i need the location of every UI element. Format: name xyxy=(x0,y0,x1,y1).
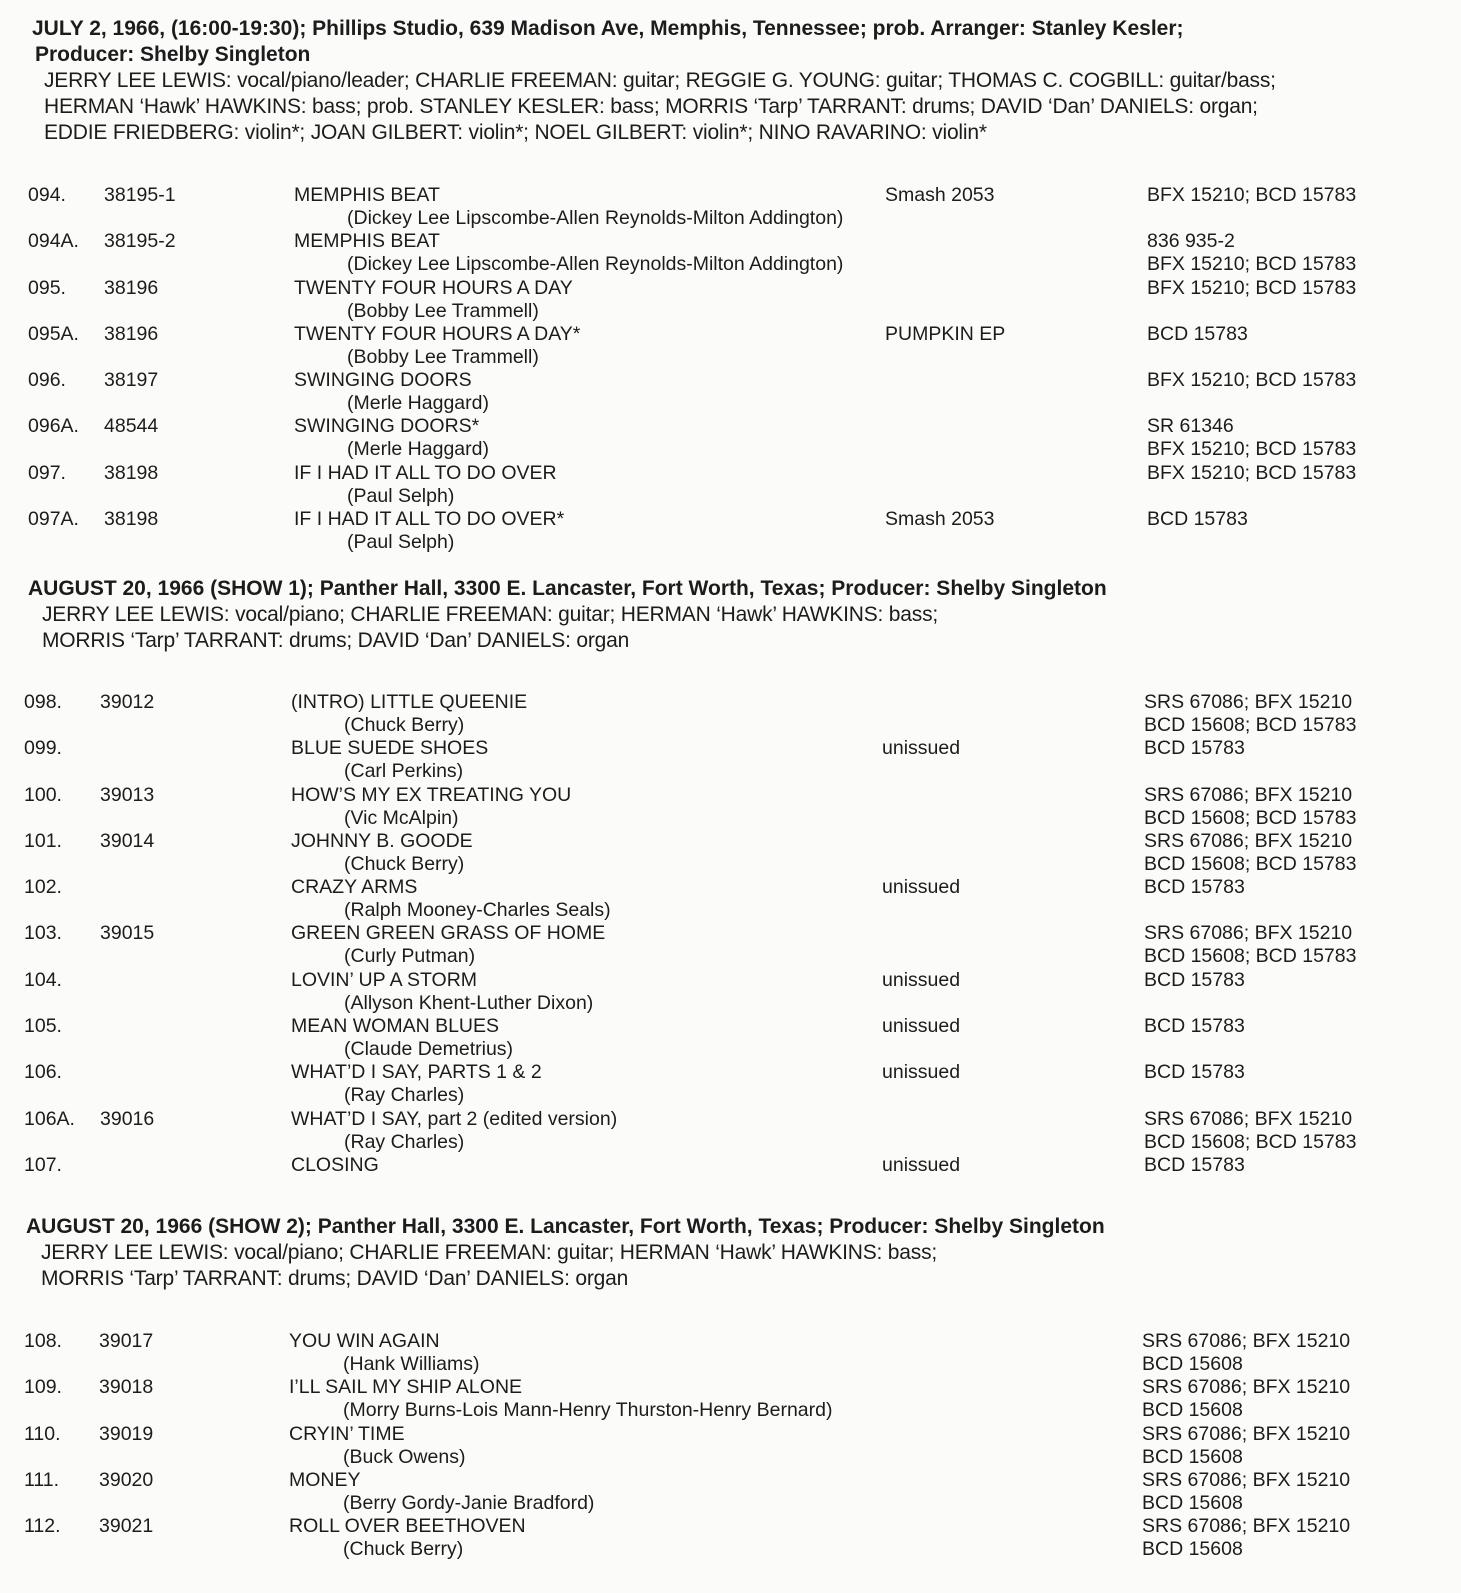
release-catalog: SRS 67086; BFX 15210 xyxy=(1142,1515,1351,1538)
composer-credit: (Curly Putman) xyxy=(344,945,476,968)
session-personnel xyxy=(0,602,1461,654)
release-catalog: SRS 67086; BFX 15210 xyxy=(1144,691,1353,713)
track-row xyxy=(0,1154,1461,1200)
matrix-number: 39021 xyxy=(99,1515,154,1538)
release-catalog: BCD 15783 xyxy=(1144,876,1245,899)
original-issue: Smash 2053 xyxy=(885,184,995,206)
original-issue: unissued xyxy=(882,968,961,991)
song-title: TWENTY FOUR HOURS A DAY* xyxy=(294,322,581,345)
matrix-number: 38197 xyxy=(104,369,159,392)
track-row xyxy=(0,1108,1461,1154)
session-header-line: JULY 2, 1966, (16:00-19:30); Phillips Studio, 639 Madison Ave, Memphis, Tennessee; prob. Arranger: Stanley Kesler; xyxy=(32,17,1184,40)
track-number: 097A. xyxy=(28,508,79,531)
session-header-line: AUGUST 20, 1966 (SHOW 1); Panther Hall, 3300 E. Lancaster, Fort Worth, Texas; Producer: Shelby Singleton xyxy=(28,577,1107,600)
composer-credit: (Paul Selph) xyxy=(347,484,455,507)
release-catalog: SRS 67086; BFX 15210 xyxy=(1144,922,1353,945)
track-row xyxy=(0,1469,1461,1515)
composer-credit: (Merle Haggard) xyxy=(347,392,489,415)
original-issue: Smash 2053 xyxy=(885,508,995,531)
song-title: SWINGING DOORS* xyxy=(294,415,480,438)
composer-credit: (Chuck Berry) xyxy=(343,1538,464,1561)
track-number: 094A. xyxy=(28,230,79,253)
track-row xyxy=(0,230,1461,276)
song-title: IF I HAD IT ALL TO DO OVER xyxy=(294,461,557,484)
song-title: WHAT’D I SAY, part 2 (edited version) xyxy=(291,1107,618,1130)
release-catalog: BCD 15783 xyxy=(1144,968,1245,991)
release-catalog: SRS 67086; BFX 15210 xyxy=(1144,1107,1353,1130)
composer-credit: (Vic McAlpin) xyxy=(344,806,459,829)
track-number: 096. xyxy=(28,369,66,392)
track-row xyxy=(0,1423,1461,1469)
matrix-number: 39014 xyxy=(100,829,155,852)
track-row xyxy=(0,277,1461,323)
song-title: IF I HAD IT ALL TO DO OVER* xyxy=(294,508,565,531)
track-number: 103. xyxy=(24,922,62,945)
session-header xyxy=(0,1214,1461,1240)
original-issue: PUMPKIN EP xyxy=(885,322,1006,345)
track-number: 108. xyxy=(24,1330,62,1352)
composer-credit: (Chuck Berry) xyxy=(344,714,465,736)
song-title: LOVIN’ UP A STORM xyxy=(291,968,478,991)
matrix-number: 38198 xyxy=(104,461,159,484)
session-july-2-1966 xyxy=(0,16,1461,554)
composer-credit: (Berry Gordy-Janie Bradford) xyxy=(343,1491,595,1514)
release-catalog: BCD 15608 xyxy=(1142,1538,1243,1561)
personnel-line: JERRY LEE LEWIS: vocal/piano/leader; CHARLIE FREEMAN: guitar; REGGIE G. YOUNG: guitar; THOMAS C. COGBILL: guitar/bass; xyxy=(44,69,1276,92)
release-catalog: BCD 15608 xyxy=(1142,1491,1243,1514)
release-catalog: SRS 67086; BFX 15210 xyxy=(1142,1422,1351,1445)
song-title: GREEN GREEN GRASS OF HOME xyxy=(291,922,606,945)
song-title: TWENTY FOUR HOURS A DAY xyxy=(294,276,573,299)
matrix-number: 39012 xyxy=(100,691,155,713)
release-catalog: BCD 15608; BCD 15783 xyxy=(1144,714,1357,736)
matrix-number: 39020 xyxy=(99,1468,154,1491)
release-catalog: SRS 67086; BFX 15210 xyxy=(1142,1468,1351,1491)
release-catalog: BFX 15210; BCD 15783 xyxy=(1147,438,1357,461)
release-catalog: BCD 15608 xyxy=(1142,1445,1243,1468)
release-catalog: SRS 67086; BFX 15210 xyxy=(1142,1330,1351,1352)
track-number: 112. xyxy=(24,1515,61,1538)
original-issue: unissued xyxy=(882,876,961,899)
track-row xyxy=(0,323,1461,369)
personnel-line: MORRIS ‘Tarp’ TARRANT: drums; DAVID ‘Dan’ DANIELS: organ xyxy=(42,629,630,652)
track-row xyxy=(0,1376,1461,1422)
release-catalog: BCD 15783 xyxy=(1144,1153,1245,1176)
release-catalog: SRS 67086; BFX 15210 xyxy=(1142,1376,1351,1399)
track-number: 106. xyxy=(24,1061,62,1084)
track-row xyxy=(0,1015,1461,1061)
session-august-20-1966-show-1 xyxy=(0,576,1461,1200)
matrix-number: 38195-1 xyxy=(104,184,176,206)
composer-credit: (Buck Owens) xyxy=(343,1445,466,1468)
matrix-number: 39013 xyxy=(100,783,155,806)
matrix-number: 39015 xyxy=(100,922,155,945)
session-personnel xyxy=(0,68,1461,146)
track-number: 097. xyxy=(28,461,66,484)
release-catalog: BCD 15783 xyxy=(1144,1061,1245,1084)
song-title: CRAZY ARMS xyxy=(291,876,418,899)
composer-credit: (Bobby Lee Trammell) xyxy=(347,345,539,368)
composer-credit: (Merle Haggard) xyxy=(347,438,489,461)
track-number: 095. xyxy=(28,276,66,299)
release-catalog: BCD 15783 xyxy=(1147,322,1248,345)
release-catalog: BFX 15210; BCD 15783 xyxy=(1147,369,1357,392)
matrix-number: 39017 xyxy=(99,1330,154,1352)
personnel-line: HERMAN ‘Hawk’ HAWKINS: bass; prob. STANLEY KESLER: bass; MORRIS ‘Tarp’ TARRANT: drums; DAVID ‘Dan’ DANIELS: organ; xyxy=(44,95,1258,118)
song-title: MEAN WOMAN BLUES xyxy=(291,1015,500,1038)
matrix-number: 39016 xyxy=(100,1107,155,1130)
release-catalog: BCD 15608 xyxy=(1142,1353,1243,1375)
matrix-number: 38196 xyxy=(104,322,159,345)
song-title: CRYIN’ TIME xyxy=(289,1422,405,1445)
track-number: 095A. xyxy=(28,322,79,345)
composer-credit: (Bobby Lee Trammell) xyxy=(347,299,539,322)
session-header xyxy=(0,16,1461,68)
song-title: (INTRO) LITTLE QUEENIE xyxy=(291,691,528,713)
release-catalog: BCD 15608 xyxy=(1142,1399,1243,1422)
track-row xyxy=(0,784,1461,830)
track-row xyxy=(0,1515,1461,1561)
release-catalog: BFX 15210; BCD 15783 xyxy=(1147,184,1357,206)
track-row xyxy=(0,1330,1461,1376)
song-title: MEMPHIS BEAT xyxy=(294,184,440,206)
track-number: 094. xyxy=(28,184,66,206)
release-catalog: BFX 15210; BCD 15783 xyxy=(1147,253,1357,276)
session-header-line: AUGUST 20, 1966 (SHOW 2); Panther Hall, 3300 E. Lancaster, Fort Worth, Texas; Producer: Shelby Singleton xyxy=(26,1215,1105,1238)
release-catalog: BFX 15210; BCD 15783 xyxy=(1147,276,1357,299)
track-list xyxy=(0,184,1461,554)
original-issue: unissued xyxy=(882,737,961,760)
release-catalog: BCD 15608; BCD 15783 xyxy=(1144,806,1357,829)
matrix-number: 39019 xyxy=(99,1422,154,1445)
release-catalog: BFX 15210; BCD 15783 xyxy=(1147,461,1357,484)
matrix-number: 38196 xyxy=(104,276,159,299)
matrix-number: 38195-2 xyxy=(104,230,176,253)
composer-credit: (Ray Charles) xyxy=(344,1084,465,1107)
release-catalog: BCD 15783 xyxy=(1147,508,1248,531)
song-title: MEMPHIS BEAT xyxy=(294,230,440,253)
track-row xyxy=(0,922,1461,968)
song-title: ROLL OVER BEETHOVEN xyxy=(289,1515,526,1538)
session-header xyxy=(0,576,1461,602)
original-issue: unissued xyxy=(882,1153,961,1176)
personnel-line: EDDIE FRIEDBERG: violin*; JOAN GILBERT: violin*; NOEL GILBERT: violin*; NINO RAVARINO: violin* xyxy=(44,121,987,144)
composer-credit: (Dickey Lee Lipscombe-Allen Reynolds-Milton Addington) xyxy=(347,253,844,276)
track-row xyxy=(0,830,1461,876)
composer-credit: (Claude Demetrius) xyxy=(344,1038,514,1061)
composer-credit: (Chuck Berry) xyxy=(344,852,465,875)
song-title: YOU WIN AGAIN xyxy=(289,1330,440,1352)
composer-credit: (Hank Williams) xyxy=(343,1353,480,1375)
composer-credit: (Allyson Khent-Luther Dixon) xyxy=(344,991,594,1014)
release-catalog: BCD 15608; BCD 15783 xyxy=(1144,1130,1357,1153)
personnel-line: JERRY LEE LEWIS: vocal/piano; CHARLIE FREEMAN: guitar; HERMAN ‘Hawk’ HAWKINS: bass; xyxy=(42,603,938,626)
track-number: 101. xyxy=(24,829,62,852)
track-number: 106A. xyxy=(24,1107,75,1130)
release-catalog: SRS 67086; BFX 15210 xyxy=(1144,829,1353,852)
original-issue: unissued xyxy=(882,1015,961,1038)
song-title: WHAT’D I SAY, PARTS 1 & 2 xyxy=(291,1061,542,1084)
track-row xyxy=(0,691,1461,737)
release-catalog: BCD 15608; BCD 15783 xyxy=(1144,945,1357,968)
composer-credit: (Ray Charles) xyxy=(344,1130,465,1153)
matrix-number: 38198 xyxy=(104,508,159,531)
song-title: CLOSING xyxy=(291,1153,379,1176)
track-number: 107. xyxy=(24,1153,62,1176)
track-number: 110. xyxy=(24,1422,61,1445)
composer-credit: (Ralph Mooney-Charles Seals) xyxy=(344,899,611,922)
track-row xyxy=(0,415,1461,461)
release-catalog: SRS 67086; BFX 15210 xyxy=(1144,783,1353,806)
track-number: 100. xyxy=(24,783,62,806)
composer-credit: (Dickey Lee Lipscombe-Allen Reynolds-Milton Addington) xyxy=(347,207,844,229)
track-number: 104. xyxy=(24,968,62,991)
track-row xyxy=(0,184,1461,230)
release-catalog: 836 935-2 xyxy=(1147,230,1235,253)
composer-credit: (Paul Selph) xyxy=(347,531,455,554)
release-catalog: SR 61346 xyxy=(1147,415,1234,438)
track-number: 096A. xyxy=(28,415,79,438)
personnel-line: JERRY LEE LEWIS: vocal/piano; CHARLIE FREEMAN: guitar; HERMAN ‘Hawk’ HAWKINS: bass; xyxy=(41,1241,937,1264)
track-row xyxy=(0,508,1461,554)
track-row xyxy=(0,1061,1461,1107)
session-header-line: Producer: Shelby Singleton xyxy=(35,43,311,66)
release-catalog: BCD 15783 xyxy=(1144,737,1245,760)
original-issue: unissued xyxy=(882,1061,961,1084)
song-title: JOHNNY B. GOODE xyxy=(291,829,473,852)
song-title: BLUE SUEDE SHOES xyxy=(291,737,489,760)
track-list xyxy=(0,1330,1461,1561)
release-catalog: BCD 15783 xyxy=(1144,1015,1245,1038)
track-list xyxy=(0,691,1461,1200)
song-title: SWINGING DOORS xyxy=(294,369,472,392)
track-row xyxy=(0,969,1461,1015)
track-row xyxy=(0,737,1461,783)
composer-credit: (Carl Perkins) xyxy=(344,760,464,783)
track-row xyxy=(0,876,1461,922)
song-title: I’LL SAIL MY SHIP ALONE xyxy=(289,1376,523,1399)
song-title: HOW’S MY EX TREATING YOU xyxy=(291,783,572,806)
matrix-number: 39018 xyxy=(99,1376,154,1399)
track-row xyxy=(0,369,1461,415)
matrix-number: 48544 xyxy=(104,415,159,438)
release-catalog: BCD 15608; BCD 15783 xyxy=(1144,852,1357,875)
track-number: 111. xyxy=(24,1468,60,1491)
personnel-line: MORRIS ‘Tarp’ TARRANT: drums; DAVID ‘Dan’ DANIELS: organ xyxy=(41,1267,629,1290)
track-number: 099. xyxy=(24,737,62,760)
track-number: 098. xyxy=(24,691,62,713)
track-number: 109. xyxy=(24,1376,62,1399)
track-row xyxy=(0,462,1461,508)
session-august-20-1966-show-2 xyxy=(0,1214,1461,1561)
composer-credit: (Morry Burns-Lois Mann-Henry Thurston-Henry Bernard) xyxy=(343,1399,833,1422)
song-title: MONEY xyxy=(289,1468,361,1491)
track-number: 105. xyxy=(24,1015,62,1038)
session-personnel xyxy=(0,1240,1461,1292)
track-number: 102. xyxy=(24,876,62,899)
